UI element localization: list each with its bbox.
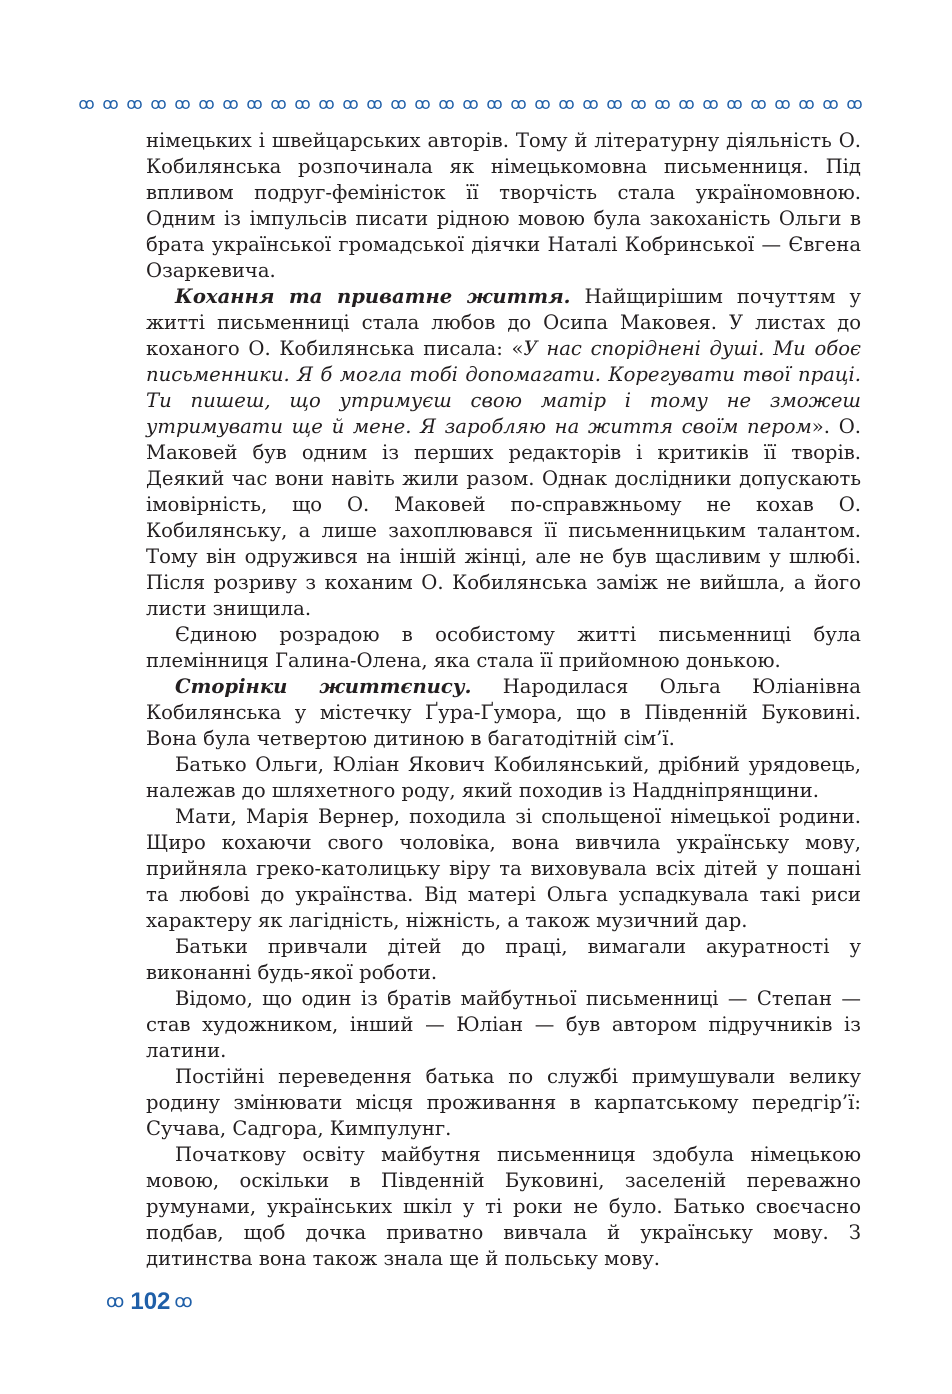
section-lead-heading: Сторінки життєпису. [175, 675, 472, 698]
ornament-icon: ꝏ [510, 94, 526, 113]
ornament-icon: ꝏ [126, 94, 142, 113]
ornament-icon: ꝏ [726, 94, 742, 113]
ornament-icon: ꝏ [558, 94, 574, 113]
ornament-icon: ꝏ [486, 94, 502, 113]
ornament-icon: ꝏ [462, 94, 478, 113]
ornament-icon: ꝏ [318, 94, 334, 113]
ornament-icon: ꝏ [750, 94, 766, 113]
ornament-left-icon: ꝏ [106, 1291, 125, 1312]
ornament-icon: ꝏ [822, 94, 838, 113]
paragraph-text: ». О. Маковей був одним із перших редакторів і критиків її творів. Деякий час вони навіть жили разом. Однак дослідники допускають імовірність, що О. Маковей по-справжньому не кохав О. Кобилянську, а лише захоплювався її письменницьким талантом. Тому він одружився на іншій жінці, але не був щасливим у шлюбі. Після розриву з коханим О. Кобилянська заміж не вийшла, а його листи знищила. [146, 415, 861, 620]
ornament-icon: ꝏ [198, 94, 214, 113]
paragraph: німецьких і швейцарських авторів. Тому й літературну діяльність О. Кобилянська розпочинала як німецькомовна письменниця. Під впливом подруг-феміністок її творчість стала україномовною. Одним із імпульсів писати рідною мовою була закоханість Ольги в брата української громадської діячки Наталі Кобринської — Євгена Озаркевича. [146, 129, 861, 282]
ornament-icon: ꝏ [342, 94, 358, 113]
quote-text: У нас споріднені душі. Ми обоє письменники. Я б могла тобі допомагати. Корегувати твої праці. Ти пишеш, що утримуєш свою матір і тому не зможеш утримувати ще й мене. Я заробляю на життя своїм пером [146, 337, 861, 438]
paragraph-text: Найщирішим почуттям у житті письменниці стала любов до Осипа Маковея. У листах до коханого О. Кобилянська писала: « [146, 285, 861, 360]
ornament-icon: ꝏ [78, 94, 94, 113]
ornament-icon: ꝏ [174, 94, 190, 113]
paragraph: Батьки привчали дітей до праці, вимагали акуратності у виконанні будь-якої роботи. [146, 935, 861, 984]
ornament-icon: ꝏ [438, 94, 454, 113]
ornament-icon: ꝏ [582, 94, 598, 113]
ornament-right-icon: ꝏ [174, 1291, 193, 1312]
ornament-icon: ꝏ [798, 94, 814, 113]
ornament-icon: ꝏ [222, 94, 238, 113]
paragraph: Мати, Марія Вернер, походила зі спольщеної німецької родини. Щиро кохаючи свого чоловіка, вона вивчила українську мову, прийняла греко-католицьку віру та виховувала всіх дітей у пошані та любові до українства. Від матері Ольга успадкувала такі риси характеру як лагідність, ніжність, а також музичний дар. [146, 805, 861, 932]
ornament-icon: ꝏ [630, 94, 646, 113]
paragraph: Батько Ольги, Юліан Якович Кобилянський, дрібний урядовець, належав до шляхетного роду, який походив із Наддніпрянщини. [146, 753, 861, 802]
ornament-icon: ꝏ [270, 94, 286, 113]
ornament-icon: ꝏ [606, 94, 622, 113]
page-body [146, 128, 861, 1272]
paragraph: Відомо, що один із братів майбутньої письменниці — Степан — став художником, інший — Юліан — був автором підручників із латини. [146, 987, 861, 1062]
section-lead-heading: Кохання та приватне життя. [175, 285, 571, 308]
ornament-icon: ꝏ [390, 94, 406, 113]
paragraph: Єдиною розрадою в особистому житті письменниці була племінниця Галина-Олена, яка стала її прийомною донькою. [146, 623, 861, 672]
page-number: 102 [130, 1288, 171, 1315]
ornament-icon: ꝏ [102, 94, 118, 113]
ornament-icon: ꝏ [774, 94, 790, 113]
paragraph [146, 674, 861, 752]
header-ornament-band [74, 93, 866, 115]
ornament-icon: ꝏ [654, 94, 670, 113]
paragraph [146, 284, 861, 622]
ornament-icon: ꝏ [702, 94, 718, 113]
ornament-icon: ꝏ [678, 94, 694, 113]
ornament-icon: ꝏ [294, 94, 310, 113]
ornament-icon: ꝏ [366, 94, 382, 113]
ornament-icon: ꝏ [534, 94, 550, 113]
paragraph: Початкову освіту майбутня письменниця здобула німецькою мовою, оскільки в Південній Буковині, заселеній переважно румунами, українських шкіл у ті роки не було. Батько своєчасно подбав, щоб дочка приватно вивчала й українську мову. З дитинства вона також знала ще й польську мову. [146, 1143, 861, 1270]
ornament-icon: ꝏ [150, 94, 166, 113]
ornament-icon: ꝏ [846, 94, 862, 113]
page-number-block [106, 1287, 193, 1317]
ornament-icon: ꝏ [414, 94, 430, 113]
paragraph-text: Народилася Ольга Юліанівна Кобилянська у містечку Ґура-Ґумора, що в Південній Буковині. Вона була четвертою дитиною в багатодітній сім’ї. [146, 675, 861, 750]
ornament-icon: ꝏ [246, 94, 262, 113]
paragraph: Постійні переведення батька по службі примушували велику родину змінювати місця проживання в карпатському передгір’ї: Сучава, Садгора, Кимпулунг. [146, 1065, 861, 1140]
